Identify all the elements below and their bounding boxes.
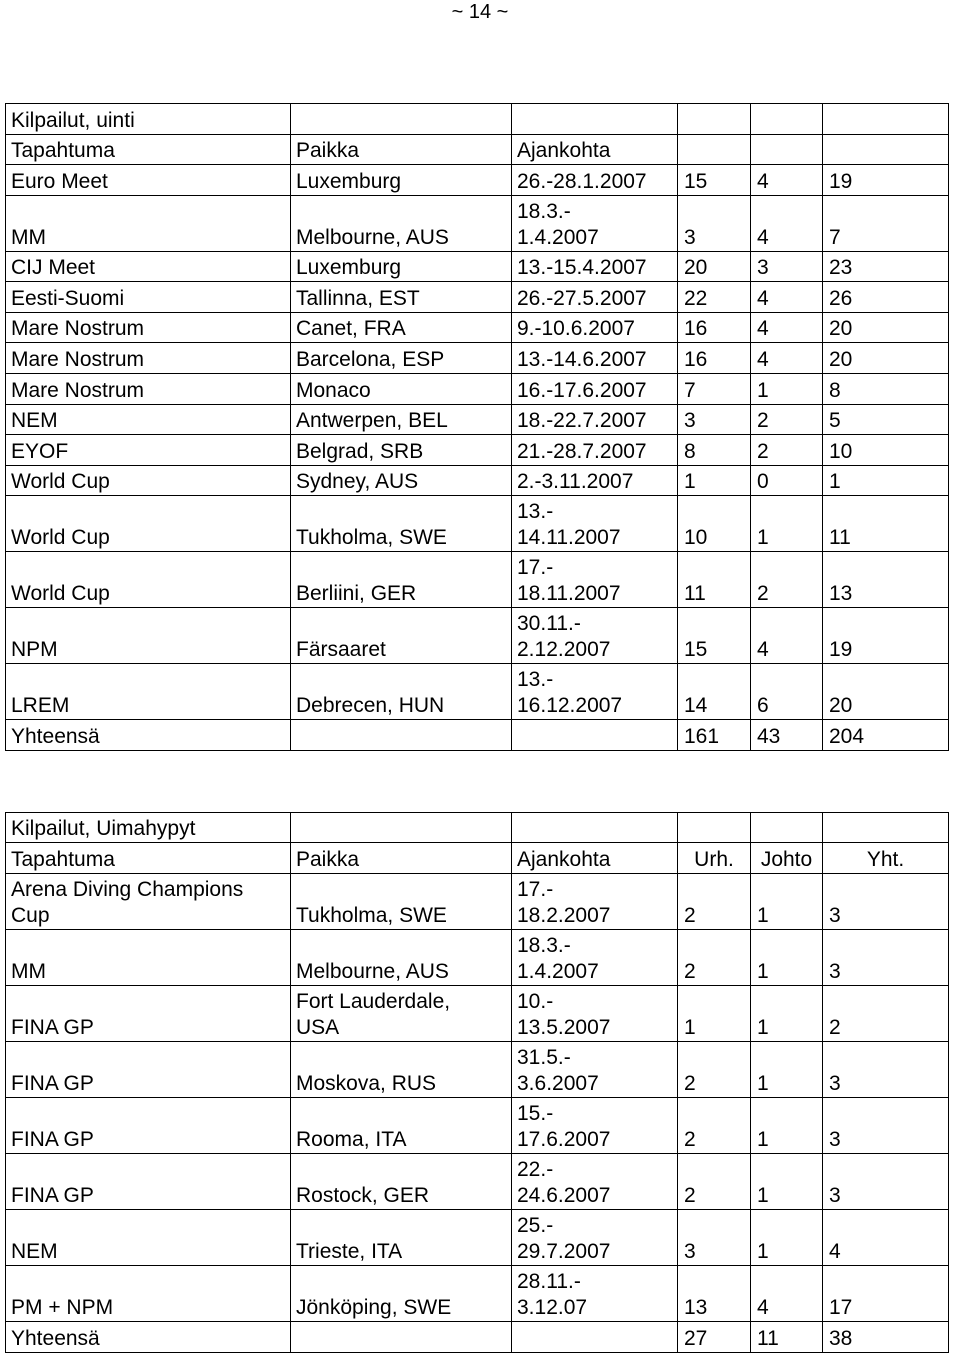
count-a-cell: 3	[678, 195, 751, 251]
date-cell-line: 3.6.2007	[517, 1071, 599, 1095]
table-row	[6, 929, 949, 985]
place-cell: Tallinna, EST	[291, 282, 512, 313]
event-cell-line: Cup	[11, 903, 50, 927]
place-cell: Belgrad, SRB	[291, 435, 512, 466]
column-header	[823, 134, 949, 165]
date-cell	[512, 374, 678, 405]
blank-cell	[823, 813, 949, 843]
date-cell-line: 17.6.2007	[517, 1128, 611, 1152]
count-b-cell: 1	[751, 374, 823, 405]
event-cell-line: NEM	[11, 1240, 58, 1264]
date-cell-line: 18.11.2007	[517, 582, 621, 606]
count-b-cell: 4	[751, 165, 823, 196]
date-cell-line: 3.12.07	[517, 1296, 588, 1320]
count-c-cell: 3	[823, 929, 949, 985]
date-cell-line: 2.-3.11.2007	[517, 470, 634, 494]
count-c-cell: 20	[823, 312, 949, 343]
date-cell	[512, 985, 678, 1041]
total-row	[6, 719, 949, 750]
date-cell-line: 14.11.2007	[517, 526, 621, 550]
date-cell	[512, 1210, 678, 1266]
event-cell	[6, 985, 291, 1041]
table-title-row	[6, 104, 949, 135]
count-c-cell: 23	[823, 251, 949, 282]
table-row	[6, 435, 949, 466]
count-b-cell: 2	[751, 435, 823, 466]
count-c-cell: 3	[823, 873, 949, 929]
count-b-cell: 3	[751, 251, 823, 282]
date-cell-line: 18.3.-	[517, 933, 571, 957]
date-cell-line: 13.-15.4.2007	[517, 256, 647, 280]
place-cell: Färsaaret	[291, 608, 512, 664]
count-a-cell: 2	[678, 873, 751, 929]
column-header: Yht.	[823, 843, 949, 873]
count-a-cell: 15	[678, 608, 751, 664]
count-b-cell: 0	[751, 465, 823, 496]
table-row	[6, 1154, 949, 1210]
date-cell	[512, 195, 678, 251]
place-cell: Berliini, GER	[291, 552, 512, 608]
date-cell	[512, 435, 678, 466]
date-cell	[512, 496, 678, 552]
table-row	[6, 985, 949, 1041]
table-row	[6, 404, 949, 435]
count-a-cell: 13	[678, 1266, 751, 1322]
event-cell-line: FINA GP	[11, 1184, 94, 1208]
count-c-cell: 3	[823, 1041, 949, 1097]
count-a-cell: 8	[678, 435, 751, 466]
event-cell: World Cup	[6, 496, 291, 552]
table-row	[6, 312, 949, 343]
date-cell-line: 9.-10.6.2007	[517, 317, 635, 341]
date-cell-line: 30.11.-	[517, 612, 581, 636]
date-cell	[512, 343, 678, 374]
total-label: Yhteensä	[6, 1322, 291, 1352]
count-a-cell: 7	[678, 374, 751, 405]
place-cell: Tukholma, SWE	[291, 496, 512, 552]
count-b-cell: 4	[751, 343, 823, 374]
event-cell: Mare Nostrum	[6, 343, 291, 374]
blank-cell	[512, 813, 678, 843]
table-row	[6, 1041, 949, 1097]
event-cell: LREM	[6, 664, 291, 720]
event-cell: Mare Nostrum	[6, 374, 291, 405]
total-b: 11	[751, 1322, 823, 1352]
blank-cell	[512, 1322, 678, 1352]
table-row	[6, 374, 949, 405]
count-b-cell: 6	[751, 664, 823, 720]
place-cell	[291, 1266, 512, 1322]
blank-cell	[512, 104, 678, 135]
table-title-row	[6, 813, 949, 843]
date-cell-line: 25.-	[517, 1214, 554, 1238]
count-a-cell: 2	[678, 1097, 751, 1153]
table-row	[6, 1097, 949, 1153]
date-cell	[512, 873, 678, 929]
count-a-cell: 15	[678, 165, 751, 196]
place-cell: Melbourne, AUS	[291, 195, 512, 251]
count-c-cell: 1	[823, 465, 949, 496]
event-cell-line: MM	[11, 959, 46, 983]
date-cell	[512, 664, 678, 720]
event-cell-line: FINA GP	[11, 1015, 94, 1039]
date-cell-line: 15.-	[517, 1102, 554, 1126]
date-cell	[512, 1154, 678, 1210]
date-cell-line: 17.-	[517, 556, 554, 580]
column-header: Tapahtuma	[6, 134, 291, 165]
date-cell-line: 10.-	[517, 989, 554, 1013]
place-cell: Canet, FRA	[291, 312, 512, 343]
date-cell	[512, 1041, 678, 1097]
event-cell-line: PM + NPM	[11, 1296, 114, 1320]
place-cell	[291, 1041, 512, 1097]
count-b-cell: 1	[751, 1097, 823, 1153]
place-cell	[291, 985, 512, 1041]
event-cell	[6, 1041, 291, 1097]
date-cell-line: 18.-22.7.2007	[517, 409, 647, 433]
event-cell: Eesti-Suomi	[6, 282, 291, 313]
count-a-cell: 3	[678, 404, 751, 435]
column-header: Paikka	[291, 843, 512, 873]
date-cell-line: 26.-27.5.2007	[517, 286, 647, 310]
table-row	[6, 282, 949, 313]
column-header	[678, 134, 751, 165]
date-cell-line: 13.-	[517, 667, 554, 691]
count-b-cell: 4	[751, 282, 823, 313]
count-c-cell: 3	[823, 1097, 949, 1153]
place-cell-line: Fort Lauderdale,	[296, 989, 451, 1013]
event-cell: NPM	[6, 608, 291, 664]
table-row	[6, 664, 949, 720]
place-cell: Luxemburg	[291, 251, 512, 282]
total-c: 204	[823, 719, 949, 750]
count-b-cell: 1	[751, 929, 823, 985]
table-row	[6, 343, 949, 374]
place-cell-line: USA	[296, 1015, 340, 1039]
event-cell: MM	[6, 195, 291, 251]
table-row	[6, 496, 949, 552]
date-cell-line: 21.-28.7.2007	[517, 439, 647, 463]
event-cell: CIJ Meet	[6, 251, 291, 282]
event-cell: Mare Nostrum	[6, 312, 291, 343]
place-cell-line: Moskova, RUS	[296, 1071, 437, 1095]
count-a-cell: 2	[678, 1154, 751, 1210]
place-cell: Monaco	[291, 374, 512, 405]
column-header: Johto	[751, 843, 823, 873]
count-a-cell: 16	[678, 343, 751, 374]
date-cell	[512, 552, 678, 608]
count-b-cell: 1	[751, 1041, 823, 1097]
count-a-cell: 14	[678, 664, 751, 720]
date-cell-line: 13.5.2007	[517, 1015, 611, 1039]
count-b-cell: 4	[751, 195, 823, 251]
count-b-cell: 1	[751, 496, 823, 552]
date-cell	[512, 1097, 678, 1153]
count-c-cell: 20	[823, 664, 949, 720]
event-cell: Euro Meet	[6, 165, 291, 196]
event-cell-line: Arena Diving Champions	[11, 877, 244, 901]
place-cell: Antwerpen, BEL	[291, 404, 512, 435]
count-b-cell: 2	[751, 404, 823, 435]
date-cell	[512, 929, 678, 985]
total-a: 27	[678, 1322, 751, 1352]
date-cell-line: 16.-17.6.2007	[517, 378, 647, 402]
count-b-cell: 1	[751, 873, 823, 929]
date-cell-line: 28.11.-	[517, 1270, 581, 1294]
date-cell	[512, 165, 678, 196]
count-b-cell: 4	[751, 312, 823, 343]
blank-cell	[512, 719, 678, 750]
column-header: Tapahtuma	[6, 843, 291, 873]
column-header	[751, 134, 823, 165]
count-c-cell: 4	[823, 1210, 949, 1266]
event-cell	[6, 1154, 291, 1210]
date-cell-line: 1.4.2007	[517, 225, 599, 249]
total-a: 161	[678, 719, 751, 750]
count-a-cell: 2	[678, 929, 751, 985]
place-cell: Sydney, AUS	[291, 465, 512, 496]
date-cell-line: 1.4.2007	[517, 959, 599, 983]
count-a-cell: 1	[678, 985, 751, 1041]
blank-cell	[678, 813, 751, 843]
table-title: Kilpailut, uinti	[6, 104, 291, 135]
table-title: Kilpailut, Uimahypyt	[6, 813, 291, 843]
count-a-cell: 10	[678, 496, 751, 552]
blank-cell	[291, 719, 512, 750]
date-cell-line: 18.3.-	[517, 199, 571, 223]
event-cell-line: FINA GP	[11, 1128, 94, 1152]
place-cell-line: Rooma, ITA	[296, 1128, 407, 1152]
date-cell	[512, 251, 678, 282]
date-cell-line: 13.-14.6.2007	[517, 348, 647, 372]
place-cell: Debrecen, HUN	[291, 664, 512, 720]
place-cell	[291, 1154, 512, 1210]
diving-table	[5, 812, 949, 1353]
table-row	[6, 465, 949, 496]
date-cell-line: 26.-28.1.2007	[517, 169, 647, 193]
total-row	[6, 1322, 949, 1352]
event-cell: World Cup	[6, 552, 291, 608]
total-c: 38	[823, 1322, 949, 1352]
column-header: Paikka	[291, 134, 512, 165]
date-cell-line: 22.-	[517, 1158, 554, 1182]
count-a-cell: 22	[678, 282, 751, 313]
date-cell-line: 17.-	[517, 877, 554, 901]
place-cell-line: Melbourne, AUS	[296, 959, 449, 983]
count-c-cell: 11	[823, 496, 949, 552]
count-c-cell: 19	[823, 165, 949, 196]
header-row	[6, 843, 949, 873]
page-number: ~ 14 ~	[451, 1, 509, 23]
date-cell-line: 18.2.2007	[517, 903, 611, 927]
table-row	[6, 195, 949, 251]
place-cell-line: Rostock, GER	[296, 1184, 430, 1208]
date-cell	[512, 608, 678, 664]
date-cell	[512, 282, 678, 313]
event-cell	[6, 929, 291, 985]
place-cell-line: Jönköping, SWE	[296, 1296, 452, 1320]
blank-cell	[291, 1322, 512, 1352]
count-c-cell: 8	[823, 374, 949, 405]
swimming-table	[5, 103, 949, 751]
blank-cell	[751, 813, 823, 843]
table-row	[6, 608, 949, 664]
event-cell	[6, 1266, 291, 1322]
count-a-cell: 20	[678, 251, 751, 282]
blank-cell	[751, 104, 823, 135]
column-header: Ajankohta	[512, 843, 678, 873]
column-header: Ajankohta	[512, 134, 678, 165]
date-cell	[512, 465, 678, 496]
count-c-cell: 17	[823, 1266, 949, 1322]
count-c-cell: 13	[823, 552, 949, 608]
place-cell: Luxemburg	[291, 165, 512, 196]
count-a-cell: 16	[678, 312, 751, 343]
count-c-cell: 10	[823, 435, 949, 466]
place-cell	[291, 873, 512, 929]
table-row	[6, 552, 949, 608]
place-cell	[291, 929, 512, 985]
event-cell: EYOF	[6, 435, 291, 466]
date-cell-line: 16.12.2007	[517, 693, 623, 717]
date-cell-line: 31.5.-	[517, 1045, 571, 1069]
table-row	[6, 251, 949, 282]
blank-cell	[291, 104, 512, 135]
header-row	[6, 134, 949, 165]
blank-cell	[678, 104, 751, 135]
count-a-cell: 1	[678, 465, 751, 496]
count-c-cell: 19	[823, 608, 949, 664]
date-cell-line: 13.-	[517, 500, 554, 524]
count-b-cell: 1	[751, 1154, 823, 1210]
place-cell-line: Trieste, ITA	[296, 1240, 403, 1264]
count-c-cell: 7	[823, 195, 949, 251]
count-c-cell: 26	[823, 282, 949, 313]
date-cell-line: 24.6.2007	[517, 1184, 611, 1208]
count-b-cell: 4	[751, 1266, 823, 1322]
count-c-cell: 3	[823, 1154, 949, 1210]
count-b-cell: 1	[751, 1210, 823, 1266]
table-row	[6, 1266, 949, 1322]
count-b-cell: 1	[751, 985, 823, 1041]
event-cell-line: FINA GP	[11, 1071, 94, 1095]
count-b-cell: 4	[751, 608, 823, 664]
event-cell	[6, 1097, 291, 1153]
table-row	[6, 1210, 949, 1266]
place-cell: Barcelona, ESP	[291, 343, 512, 374]
date-cell-line: 29.7.2007	[517, 1240, 611, 1264]
place-cell-line: Tukholma, SWE	[296, 903, 447, 927]
count-a-cell: 2	[678, 1041, 751, 1097]
column-header: Urh.	[678, 843, 751, 873]
event-cell	[6, 873, 291, 929]
event-cell	[6, 1210, 291, 1266]
count-a-cell: 3	[678, 1210, 751, 1266]
table-row	[6, 165, 949, 196]
date-cell	[512, 1266, 678, 1322]
event-cell: NEM	[6, 404, 291, 435]
count-c-cell: 2	[823, 985, 949, 1041]
total-b: 43	[751, 719, 823, 750]
count-c-cell: 5	[823, 404, 949, 435]
total-label: Yhteensä	[6, 719, 291, 750]
blank-cell	[291, 813, 512, 843]
blank-cell	[823, 104, 949, 135]
date-cell	[512, 404, 678, 435]
place-cell	[291, 1097, 512, 1153]
count-c-cell: 20	[823, 343, 949, 374]
event-cell: World Cup	[6, 465, 291, 496]
table-row	[6, 873, 949, 929]
date-cell	[512, 312, 678, 343]
count-a-cell: 11	[678, 552, 751, 608]
count-b-cell: 2	[751, 552, 823, 608]
date-cell-line: 2.12.2007	[517, 638, 611, 662]
place-cell	[291, 1210, 512, 1266]
